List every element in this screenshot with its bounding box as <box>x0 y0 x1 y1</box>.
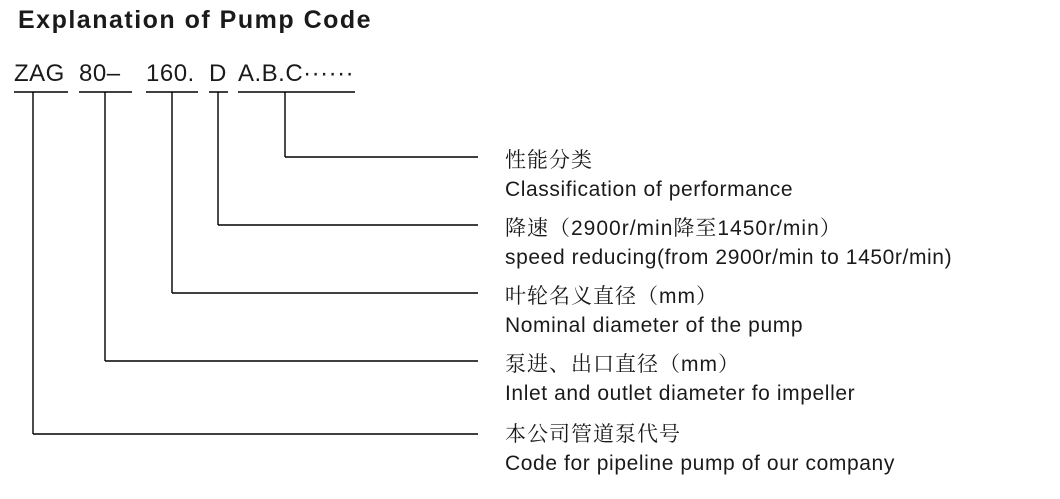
description-1-chinese: 性能分类 <box>505 149 593 172</box>
description-1-english: Classification of performance <box>505 178 794 201</box>
description-4-chinese: 泵进、出口直径（mm） <box>505 353 740 376</box>
description-3-chinese: 叶轮名义直径（mm） <box>505 285 718 308</box>
code-segment-160: 160. <box>146 60 195 87</box>
code-segment-abc: A.B.C······ <box>238 60 355 87</box>
description-3-english: Nominal diameter of the pump <box>505 314 804 337</box>
description-4-english: Inlet and outlet diameter fo impeller <box>505 382 856 405</box>
description-2-chinese: 降速（2900r/min降至1450r/min） <box>505 217 842 240</box>
description-2-english: speed reducing(from 2900r/min to 1450r/min) <box>505 246 953 269</box>
code-segment-d: D <box>209 60 227 87</box>
code-segment-zag: ZAG <box>14 60 65 87</box>
page-title: Explanation of Pump Code <box>18 6 373 34</box>
description-5-english: Code for pipeline pump of our company <box>505 452 895 475</box>
code-segment-80: 80– <box>79 60 121 87</box>
description-5-chinese: 本公司管道泵代号 <box>505 423 681 446</box>
